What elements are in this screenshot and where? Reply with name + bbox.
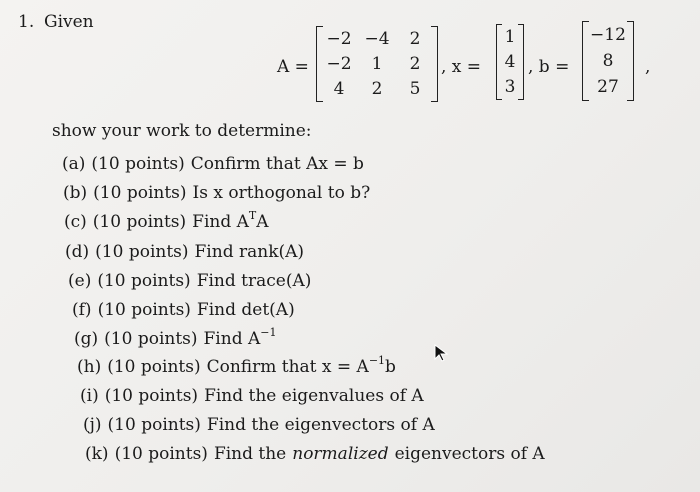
task-text: Find the eigenvectors of A <box>206 415 435 435</box>
task-text: Find the eigenvalues of A <box>204 386 424 406</box>
task-a <box>62 154 370 174</box>
problem-number: 1. <box>18 12 35 32</box>
task-d <box>65 242 310 262</box>
task-letter: (b) <box>63 183 88 203</box>
vector-b <box>582 21 634 101</box>
task-superscript: T <box>248 209 257 222</box>
task-letter: (i) <box>80 386 99 406</box>
matrix-A-cell: 2 <box>409 29 421 49</box>
label-trailing-comma: , <box>645 57 651 77</box>
task-letter: (e) <box>68 271 92 291</box>
matrix-A-cell: 1 <box>371 54 383 74</box>
task-letter: (j) <box>83 415 102 435</box>
task-i <box>80 386 430 406</box>
task-points: (10 points) <box>93 183 187 203</box>
problem-given: Given <box>44 12 94 32</box>
task-text-after: A <box>256 212 269 232</box>
task-letter: (f) <box>72 300 92 320</box>
vector-b-cell: 8 <box>602 51 614 71</box>
mouse-cursor-icon <box>434 344 450 362</box>
vector-x-cell: 3 <box>504 77 516 97</box>
task-letter: (g) <box>74 329 99 349</box>
task-g <box>74 326 277 349</box>
matrix-A-cell: 2 <box>371 79 383 99</box>
label-A: A = <box>277 57 309 77</box>
task-text: Confirm that Ax = b <box>190 154 364 174</box>
task-points: (10 points) <box>104 329 198 349</box>
task-letter: (k) <box>85 444 109 464</box>
vector-b-cell: 27 <box>597 77 619 97</box>
vector-x-cell: 1 <box>504 27 516 47</box>
task-points: (10 points) <box>91 154 185 174</box>
task-superscript: −1 <box>368 354 386 367</box>
task-letter: (a) <box>62 154 86 174</box>
task-letter: (d) <box>65 242 90 262</box>
instructions: show your work to determine: <box>52 121 312 141</box>
label-b: , b = <box>528 57 570 77</box>
task-text: Find det(A) <box>196 300 295 320</box>
task-text: Find A <box>203 329 261 349</box>
task-letter: (c) <box>64 212 87 232</box>
task-points: (10 points) <box>104 386 199 406</box>
task-points: (10 points) <box>92 212 187 232</box>
vector-x <box>496 24 524 100</box>
matrix-A-cell: 2 <box>409 54 421 74</box>
task-points: (10 points) <box>107 357 201 377</box>
task-text: Find trace(A) <box>196 271 312 291</box>
label-x: , x = <box>441 57 482 77</box>
matrix-A-cell: −2 <box>326 29 352 49</box>
vector-b-cell: −12 <box>590 25 626 45</box>
task-text: Is x orthogonal to b? <box>192 183 371 203</box>
matrix-A-cell: 5 <box>409 79 421 99</box>
task-points: (10 points) <box>107 415 201 435</box>
task-f <box>72 300 301 320</box>
task-text-after: eigenvectors of A <box>394 444 545 464</box>
task-b <box>63 183 376 203</box>
task-points: (10 points) <box>95 242 189 262</box>
task-c <box>64 209 275 232</box>
task-h <box>77 354 402 377</box>
task-superscript: −1 <box>260 326 277 339</box>
task-points: (10 points) <box>114 444 208 464</box>
matrix-A-cell: 4 <box>333 79 345 99</box>
task-e <box>68 271 317 291</box>
task-emphasis: normalized <box>292 444 389 464</box>
task-letter: (h) <box>77 357 102 377</box>
matrix-A-cell: −4 <box>364 29 390 49</box>
task-points: (10 points) <box>97 271 191 291</box>
task-points: (10 points) <box>97 300 191 320</box>
task-text: Find the <box>213 444 287 464</box>
task-text: Find rank(A) <box>194 242 305 262</box>
task-j <box>83 415 441 435</box>
task-text: Confirm that x = A <box>206 357 369 377</box>
task-k <box>85 444 551 464</box>
matrix-A-cell: −2 <box>326 54 352 74</box>
task-text: Find A <box>192 212 249 232</box>
vector-x-cell: 4 <box>504 52 516 72</box>
task-text-after: b <box>385 357 396 377</box>
matrix-A <box>316 26 438 102</box>
